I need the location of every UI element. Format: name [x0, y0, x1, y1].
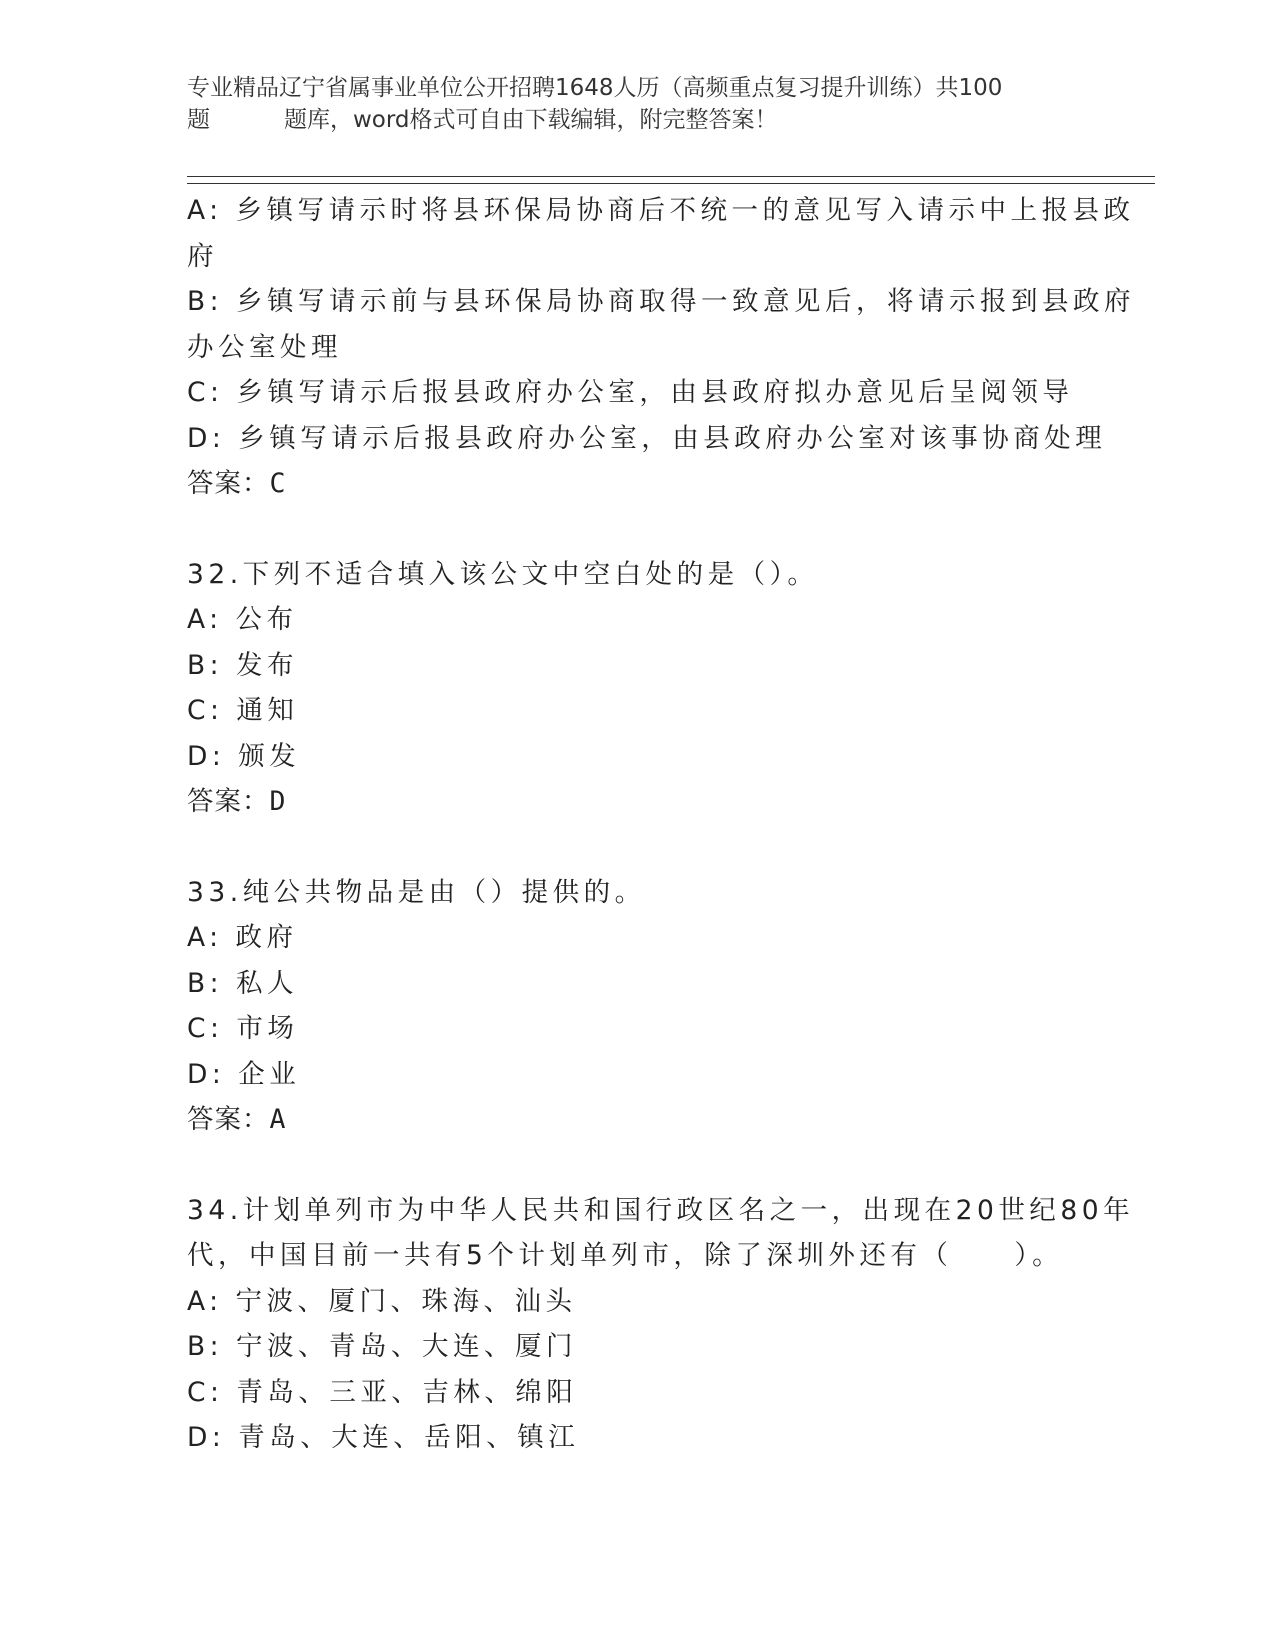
- header-line2-left: 题: [187, 107, 210, 133]
- option-c: C: 市场: [187, 1013, 299, 1044]
- question-stem: 33.纯公共物品是由（）提供的。: [187, 876, 646, 908]
- header-divider-bottom: [187, 183, 1155, 184]
- answer: 答案：A: [187, 1104, 287, 1135]
- question-content: [187, 188, 1136, 1461]
- question-stem-line1: 34.计划单列市为中华人民共和国行政区名之一，出现在20世纪80年: [187, 1194, 1135, 1226]
- option-b-continuation: 办公室处理: [187, 331, 342, 363]
- answer-value: A: [269, 1104, 287, 1135]
- question-32: [187, 552, 1087, 825]
- option-d: D: 企业: [187, 1058, 301, 1090]
- answer: 答案：C: [187, 468, 287, 499]
- option-c: C: 通知: [187, 695, 299, 726]
- question-34: [187, 1188, 1135, 1461]
- answer: 答案：D: [187, 786, 287, 817]
- option-a: A: 政府: [187, 922, 298, 953]
- answer-value: C: [269, 468, 287, 499]
- header-title-line2: [187, 104, 1087, 136]
- option-b: B: 发布: [187, 649, 299, 681]
- header-title-line1: 专业精品辽宁省属事业单位公开招聘1648人历（高频重点复习提升训练）共100: [187, 75, 1003, 101]
- option-d: D: 青岛、大连、岳阳、镇江: [187, 1422, 580, 1453]
- document-header: [187, 72, 1087, 136]
- option-c: C: 青岛、三亚、吉林、绵阳: [187, 1376, 578, 1408]
- option-a: A: 宁波、厦门、珠海、汕头: [187, 1285, 577, 1317]
- option-a: A: 公布: [187, 604, 298, 635]
- answer-value: D: [269, 786, 287, 817]
- question-31: [187, 188, 1136, 507]
- option-b: B: 宁波、青岛、大连、厦门: [187, 1331, 578, 1362]
- option-d: D: 乡镇写请示后报县政府办公室，由县政府办公室对该事协商处理: [187, 422, 1107, 454]
- option-d: D: 颁发: [187, 740, 301, 772]
- option-b: B: 私人: [187, 967, 299, 999]
- header-divider-top: [187, 176, 1155, 177]
- option-a-continuation: 府: [187, 240, 218, 272]
- option-b: B: 乡镇写请示前与县环保局协商取得一致意见后，将请示报到县政府: [187, 286, 1136, 317]
- header-line2-right: 题库，word格式可自由下载编辑，附完整答案！: [284, 107, 778, 133]
- question-stem-line2: 代，中国目前一共有5个计划单列市，除了深圳外还有（ ）。: [187, 1240, 1064, 1271]
- option-c: C: 乡镇写请示后报县政府办公室，由县政府拟办意见后呈阅领导: [187, 377, 1074, 408]
- option-a: A: 乡镇写请示时将县环保局协商后不统一的意见写入请示中上报县政: [187, 195, 1135, 226]
- question-33: [187, 870, 1087, 1143]
- question-stem: 32.下列不适合填入该公文中空白处的是（）。: [187, 558, 819, 590]
